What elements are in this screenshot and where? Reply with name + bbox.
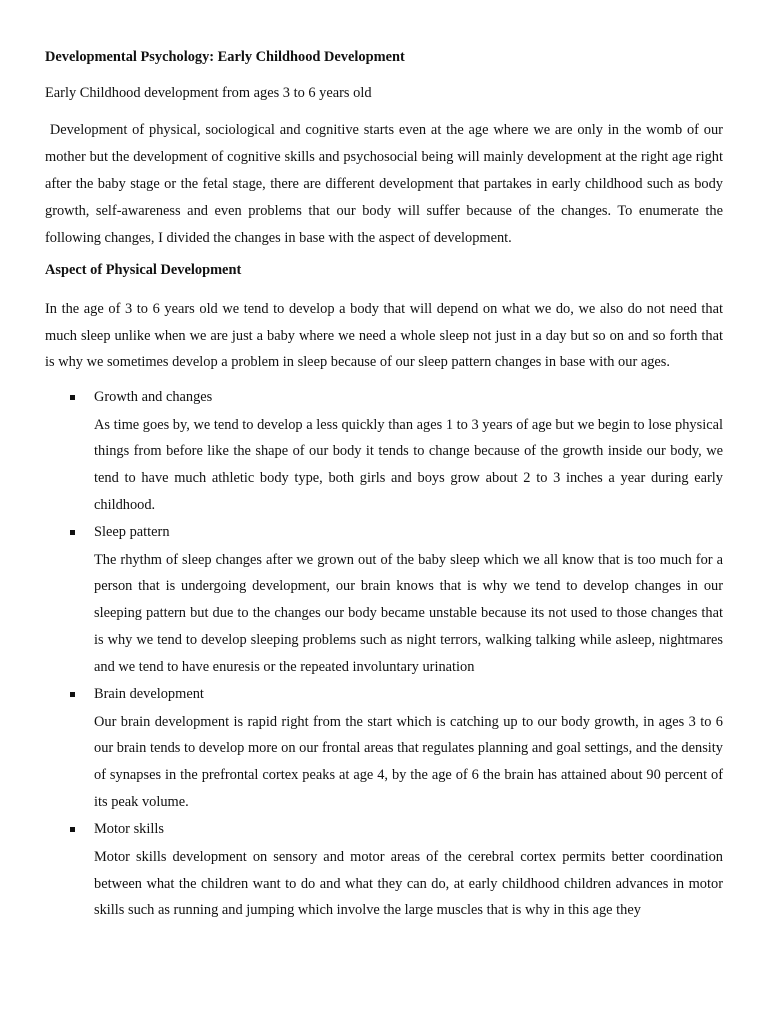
bullet-label: Brain development: [94, 685, 204, 702]
list-item: [45, 818, 723, 924]
bullet-text: Motor skills development on sensory and motor areas of the cerebral cortex permits better coordination between what the children want to do and what they can do, at early childhood children advances in motor skills such as running and jumping which involve the large muscles that is why in this age they: [94, 848, 723, 919]
list-item: [45, 683, 723, 816]
bullet-text: Our brain development is rapid right from the start which is catching up to our body growth, in ages 3 to 6 our brain tends to develop more on our frontal areas that regulates planning and goal settings, and the density of synapses in the prefrontal cortex peaks at age 4, by the age of 6 the brain has attained about 90 percent of its peak volume.: [94, 713, 723, 811]
bullet-text: The rhythm of sleep changes after we grown out of the baby sleep which we all know that is too much for a person that is undergoing development, our brain knows that is why we tend to develop changes in our sleeping pattern but due to the changes our body became unstable because its not used to those changes that is why we tend to develop sleeping problems such as night terrors, walking talking while asleep, nightmares and we tend to have enuresis or the repeated involuntary urination: [94, 551, 723, 675]
list-item: [45, 386, 723, 519]
intro-paragraph: Development of physical, sociological and cognitive starts even at the age where we are only in the womb of our mother but the development of cognitive skills and psychosocial being will mainly development at the right age right after the baby stage or the fetal stage, there are different development that partakes in early childhood such as body growth, self-awareness and even problems that our body will suffer because of the changes. To enumerate the following changes, I divided the changes in base with the aspect of development.: [45, 122, 727, 246]
square-bullet-icon: [70, 530, 75, 535]
document-title: Developmental Psychology: Early Childhood Development: [45, 49, 405, 65]
document-subtitle: Early Childhood development from ages 3 to 6 years old: [45, 85, 372, 101]
bullet-label: Sleep pattern: [94, 523, 170, 540]
bullet-list: [45, 386, 723, 925]
list-item: [45, 521, 723, 681]
section-heading: Aspect of Physical Development: [45, 262, 242, 278]
bullet-label: Growth and changes: [94, 388, 213, 405]
bullet-text: As time goes by, we tend to develop a less quickly than ages 1 to 3 years of age but we begin to lose physical things from before like the shape of our body it tends to change because of the growth inside our body, we tend to have much athletic body type, both girls and boys grow about 2 to 3 inches a year during early childhood.: [94, 416, 723, 513]
section-paragraph: In the age of 3 to 6 years old we tend to develop a body that will depend on what we do, we also do not need that much sleep unlike when we are just a baby where we need a whole sleep not just in a day but so on and so forth that is why we sometimes develop a problem in sleep because of our sleep pattern changes in base with our ages.: [45, 301, 723, 370]
square-bullet-icon: [70, 395, 75, 400]
square-bullet-icon: [70, 827, 75, 832]
square-bullet-icon: [70, 692, 75, 697]
bullet-label: Motor skills: [94, 820, 164, 837]
